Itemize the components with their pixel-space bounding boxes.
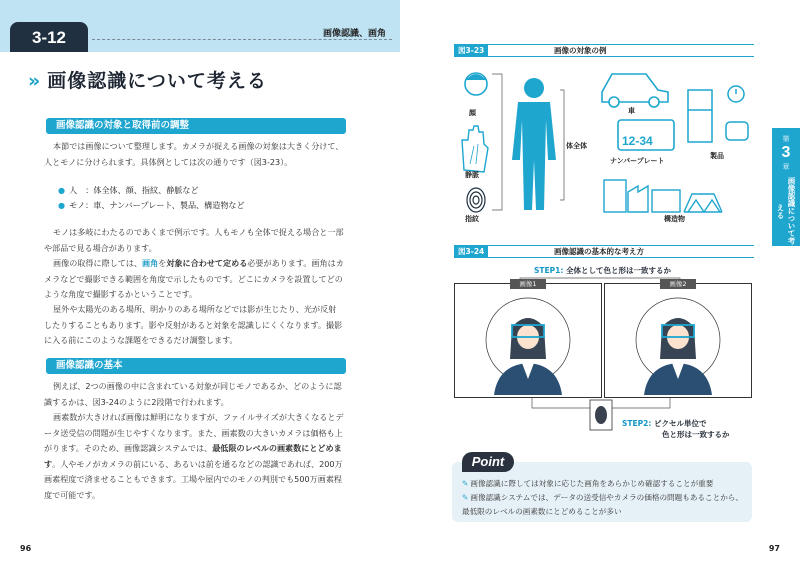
label-car: 車 — [628, 107, 635, 115]
header-rule — [92, 39, 392, 40]
list-item — [58, 198, 245, 213]
paragraph-2-text: モノは多岐にわたるのであくまで例示です。人もモノも全体で捉える場合と一部や部品で見る場合があります。 — [44, 227, 344, 253]
bullet-icon: ● — [58, 185, 66, 195]
page-title-text: 画像認識について考える — [47, 70, 267, 92]
paragraph-1-text: 本節では画像について整理します。カメラが捉える画像の対象は大きく分けて、人とモノに分けられます。具体例としては次の通りです（図3-23）。 — [44, 141, 344, 167]
figure-caption-bar-2 — [454, 245, 754, 258]
list-item-text: モノ：車、ナンバープレート、製品、構造物など — [69, 200, 245, 210]
pencil-icon: ✎ — [462, 479, 469, 488]
label-body: 体全体 — [566, 142, 587, 150]
figure-caption-bar-1 — [454, 44, 754, 57]
emphasis-text: 最低限のレベルの画素数にとどめます — [44, 443, 342, 469]
point-tag: Point — [462, 452, 514, 472]
face-icon — [465, 73, 487, 95]
label-number-plate: ナンバープレート — [610, 157, 665, 165]
side-tab-chapter-number: 3 — [781, 144, 791, 161]
list-item-text: 人 ：体全体、顔、指紋、静脈など — [69, 185, 199, 195]
label-product: 製品 — [710, 152, 724, 160]
image-frame-1 — [454, 283, 602, 398]
paragraph-6-text-a: 画素数が大きければ画像は鮮明になりますが、ファイルサイズが大きくなるとデータ送受信の問題が生じやすくなります。また、画素数の大きいカメラは価格も上がります。そのため、画像認識システムでは、 — [44, 412, 344, 453]
page-number-right: 97 — [768, 544, 780, 553]
list-item — [58, 183, 245, 198]
label-face: 顔 — [469, 109, 476, 117]
rice-cooker-icon — [726, 122, 748, 140]
paragraph-1 — [44, 139, 344, 170]
paragraph-6-text-b: 。人やモノがカメラの前にいる、あるいは前を通るなどの認識であれば、200万画素程度で済ませることもできます。工場や屋内でのモノの判別でも500万画素程度で可能です。 — [44, 458, 343, 500]
subsection-heading-2: 画像認識の基本 — [46, 358, 346, 374]
paragraph-5-text: 例えば、2つの画像の中に含まれている対象が同じモノであるか、どのように認識するかは、図3-24のように2段階で行われます。 — [44, 381, 342, 407]
point-item-1: 画像認識に際しては対象に応じた画角をあらかじめ確認することが重要 — [470, 479, 714, 488]
figure-id: 図3-23 — [454, 45, 488, 56]
step2-text-2: 色と形は一致するか — [662, 430, 730, 439]
step1-tag: STEP1: — [534, 266, 564, 275]
chapter-header-title: 画像認識、画角 — [319, 26, 390, 39]
person-body-icon — [512, 78, 556, 210]
figure-caption: 画像の対象の例 — [554, 46, 607, 55]
structures-icon — [604, 180, 722, 212]
paragraph-3-text-a: 画像の取得に際しては、 — [53, 258, 143, 268]
paragraph-6 — [44, 410, 344, 503]
pixel-magnifier-icon — [590, 400, 612, 430]
paragraph-4-text: 屋外や太陽光のある場所、明かりのある場所などでは影が生じたり、光が反射したりすることもあります。影や反射があると対象を認識しにくくなります。撮影に入る前にこのような課題をできるだけ調整します。 — [44, 304, 343, 345]
plate-number: 12-34 — [622, 134, 653, 148]
chapter-side-tab — [772, 128, 800, 246]
paragraph-3-text-b: を — [158, 258, 167, 268]
paragraph-2 — [44, 225, 344, 256]
point-list — [462, 477, 747, 519]
hand-vein-icon — [462, 126, 488, 172]
side-tab-text: 画像認識について考える — [776, 177, 796, 245]
watch-icon — [728, 86, 744, 102]
figure-id: 図3-24 — [454, 246, 488, 257]
list-item — [462, 491, 747, 519]
point-item-2: 画像認識システムでは、データの送受信やカメラの価格の問題もあることから、最低限のレベルの画素数にとどめることが多い — [462, 493, 743, 516]
step2-tag: STEP2: — [622, 419, 652, 428]
step2-text-1: ピクセル単位で — [653, 419, 707, 428]
fingerprint-icon — [467, 188, 485, 212]
term-angle-of-view: 画角 — [142, 258, 159, 268]
label-structure: 構造物 — [664, 215, 685, 223]
step1-text: 全体として色と形は一致するか — [565, 266, 671, 275]
figure-caption: 画像認識の基本的な考え方 — [554, 247, 644, 256]
chevron-right-icon: » — [28, 70, 42, 92]
label-vein: 静脈 — [465, 171, 479, 179]
image-label-2: 画像2 — [660, 279, 696, 289]
paragraph-5 — [44, 379, 344, 410]
bullet-list — [58, 183, 245, 213]
pencil-icon: ✎ — [462, 493, 469, 502]
emphasis-text: 対象に合わせて定める — [166, 258, 248, 268]
paragraph-4 — [44, 302, 344, 349]
image-label-1: 画像1 — [510, 279, 546, 289]
paragraph-3-text-c: 必要があります。画角はカメラなどで撮影できる範囲を角度で示したものです。どこにカメラを設置してどのような角度で撮影するかということです。 — [44, 258, 344, 299]
image-frame-2 — [604, 283, 752, 398]
step2-label — [622, 418, 730, 440]
refrigerator-icon — [688, 90, 712, 142]
section-number-badge: 3-12 — [10, 22, 88, 52]
figure-image-targets — [452, 60, 762, 232]
list-item — [462, 477, 747, 491]
page-number-left: 96 — [20, 544, 32, 553]
side-tab-chapter-prefix: 第 — [782, 135, 790, 143]
subsection-heading-1: 画像認識の対象と取得前の調整 — [46, 118, 346, 134]
side-tab-chapter-suffix: 章 — [782, 163, 790, 171]
car-icon — [602, 74, 668, 107]
paragraph-3 — [44, 256, 344, 303]
page-title — [28, 66, 267, 93]
bullet-icon: ● — [58, 200, 66, 210]
label-fingerprint: 指紋 — [465, 215, 479, 223]
